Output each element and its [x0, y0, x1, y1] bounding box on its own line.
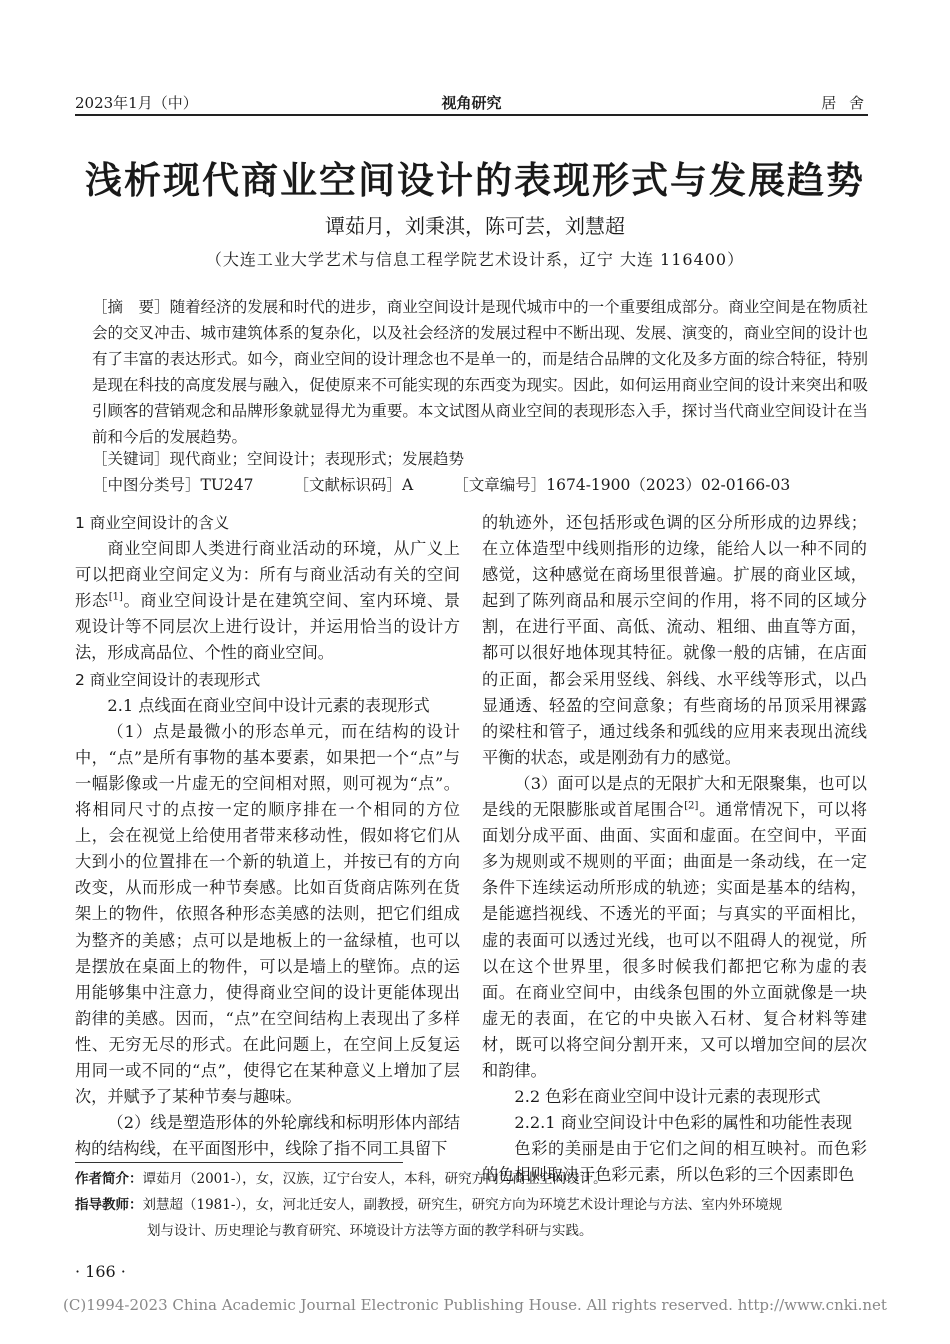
paragraph: （1）点是最微小的形态单元，而在结构的设计中，“点”是所有事物的基本要素，如果把一个“点”与一幅影像或一片虚无的空间相对照，则可视为“点”。将相同尺寸的点按一定的顺序排在一个相同的方位上，会在视觉上给使用者带来移动性，假如将它们从大到小的位置排在一个新的轨道上，并按已有的方向改变，从而形成一种节奏感。比如百货商店陈列在货架上的物件，依照各种形态美感的法则，把它们组成为整齐的美感；点可以是地板上的一盆绿植，也可以是摆放在桌面上的物件，可以是墙上的壁饰。点的运用能够集中注意力，使得商业空间的设计更能体现出韵律的美感。因而，“点”在空间结构上表现出了多样性、无穷无尽的形式。在此问题上，在空间上反复运用同一或不同的“点”，使得它在某种意义上增加了层次，并赋予了某种节奏与趣味。	[75, 721, 460, 1107]
header-rule	[75, 114, 868, 116]
advisor-label: 指导教师：	[75, 1197, 143, 1213]
right-column	[482, 510, 867, 1188]
doc-code-label: ［文献标识码］	[293, 476, 403, 494]
subsection-heading-2-1: 2.1 点线面在商业空间中设计元素的表现形式	[107, 695, 430, 715]
paragraph: 商业空间即人类进行商业活动的环境，从广义上可以把商业空间定义为：所有与商业活动有关的空间形态[1]。商业空间设计是在建筑空间、室内环境、景观设计等不同层次上进行设计，并运用恰当的设计方法，形成高品位、个性的商业空间。	[75, 539, 461, 663]
copyright-notice: (C)1994-2023 China Academic Journal Electronic Publishing House. All rights reserved. http://www.cnki.net	[63, 1296, 887, 1314]
abstract-text: 随着经济的发展和时代的进步，商业空间设计是现代城市中的一个重要组成部分。商业空间是在物质社会的交叉冲击、城市建筑体系的复杂化，以及社会经济的发展过程中不断出现、发展、演变的，商业空间的设计也有了丰富的表达形式。如今，商业空间的设计理念也不是单一的，而是结合品牌的文化及多方面的综合特征，特别是现在科技的高度发展与融入，促使原来不可能实现的东西变为现实。因此，如何运用商业空间的设计来突出和吸引顾客的营销观念和品牌形象就显得尤为重要。本文试图从商业空间的表现形态入手，探讨当代商业空间设计在当前和今后的发展趋势。	[92, 298, 868, 446]
subsection-heading-2-2: 2.2 色彩在商业空间中设计元素的表现形式	[514, 1087, 821, 1107]
classification-line	[92, 472, 868, 498]
author-bio-text: 谭茹月（2001-），女，汉族，辽宁台安人，本科，研究方向为商业空间设计。	[142, 1171, 607, 1187]
header-issue: 2023年1月（中）	[75, 94, 198, 112]
advisor-text: 刘慧超（1981-），女，河北迁安人，副教授，研究生，研究方向为环境艺术设计理论与方法、室内外环境规	[142, 1197, 783, 1213]
section-heading-1: 1 商业空间设计的含义	[75, 514, 230, 532]
paragraph: （2）线是塑造形体的外轮廓线和标明形体内部结构的结构线，在平面图形中，线除了指不同工具留下	[75, 1113, 460, 1159]
left-column	[75, 510, 460, 1162]
citation-ref: [1]	[108, 591, 123, 603]
footnote-advisor-cont	[75, 1219, 868, 1244]
paragraph: 的轨迹外，还包括形或色调的区分所形成的边界线；在立体造型中线则指形的边缘，能给人以一种不同的感觉，这种感觉在商场里很普遍。扩展的商业区域，起到了陈列商品和展示空间的作用，将不同的区域分割，在进行平面、高低、流动、粗细、曲直等方面，都可以很好地体现其特征。就像一般的店铺，在店面的正面，都会采用竖线、斜线、水平线等形式，以凸显通透、轻盈的空间意象；有些商场的吊顶采用裸露的梁柱和管子，通过线条和弧线的应用来表现出流线平衡的状态，或是刚劲有力的感觉。	[482, 513, 867, 767]
header-section: 视角研究	[441, 94, 502, 112]
article-title: 浅析现代商业空间设计的表现形式与发展趋势	[85, 158, 865, 202]
footnote-advisor	[75, 1193, 868, 1218]
article-number-value: 1674-1900（2023）02-0166-03	[546, 476, 791, 494]
clc-label: ［中图分类号］	[92, 476, 201, 494]
affiliation: （大连工业大学艺术与信息工程学院艺术设计系，辽宁 大连 116400）	[205, 250, 745, 269]
doc-code-value: A	[402, 476, 414, 494]
paragraph: （3）面可以是点的无限扩大和无限聚集，也可以是线的无限膨胀或首尾围合[2]。通常情况下，可以将面划分成平面、曲面、实面和虚面。在空间中，平面多为规则或不规则的平面；曲面是一条动线，在一定条件下连续运动所形成的轨迹；实面是基本的结构，是能遮挡视线、不透光的平面；与真实的平面相比，虚的表面可以透过光线，也可以不阻碍人的视觉，所以在这个世界里，很多时候我们都把它称为虚的表面。在商业空间中，由线条包围的外立面就像是一块虚无的表面，在它的中央嵌入石材、复合材料等建材，既可以将空间分割开来，又可以增加空间的层次和韵律。	[482, 773, 868, 1080]
author-list: 谭茹月，刘秉淇，陈可芸，刘慧超	[325, 214, 625, 238]
running-header	[75, 88, 868, 116]
article-number-label: ［文章编号］	[453, 476, 547, 494]
abstract-label: ［摘 要］	[92, 298, 170, 316]
page-number: · 166 ·	[75, 1262, 126, 1281]
paragraph: 色彩的美丽是由于它们之间的相互映衬。而色彩的色相则取决于色彩元素，所以色彩的三个因素即色	[482, 1139, 867, 1185]
footnote-author	[75, 1167, 868, 1192]
subsection-heading-2-2-1: 2.2.1 商业空间设计中色彩的属性和功能性表现	[514, 1113, 853, 1133]
keywords-text: 现代商业；空间设计；表现形式；发展趋势	[169, 450, 465, 468]
keywords-label: ［关键词］	[92, 450, 170, 468]
citation-ref: [2]	[684, 800, 699, 812]
section-heading-2: 2 商业空间设计的表现形式	[75, 670, 261, 689]
author-bio-label: 作者简介：	[75, 1171, 143, 1187]
abstract	[92, 294, 868, 450]
advisor-text-cont: 划与设计、历史理论与教育研究、环境设计方法等方面的教学科研与实践。	[147, 1223, 593, 1239]
header-journal: 居 舍	[821, 94, 868, 112]
footnote-rule	[75, 1162, 403, 1163]
clc-value: TU247	[200, 476, 254, 494]
keywords	[92, 446, 868, 472]
